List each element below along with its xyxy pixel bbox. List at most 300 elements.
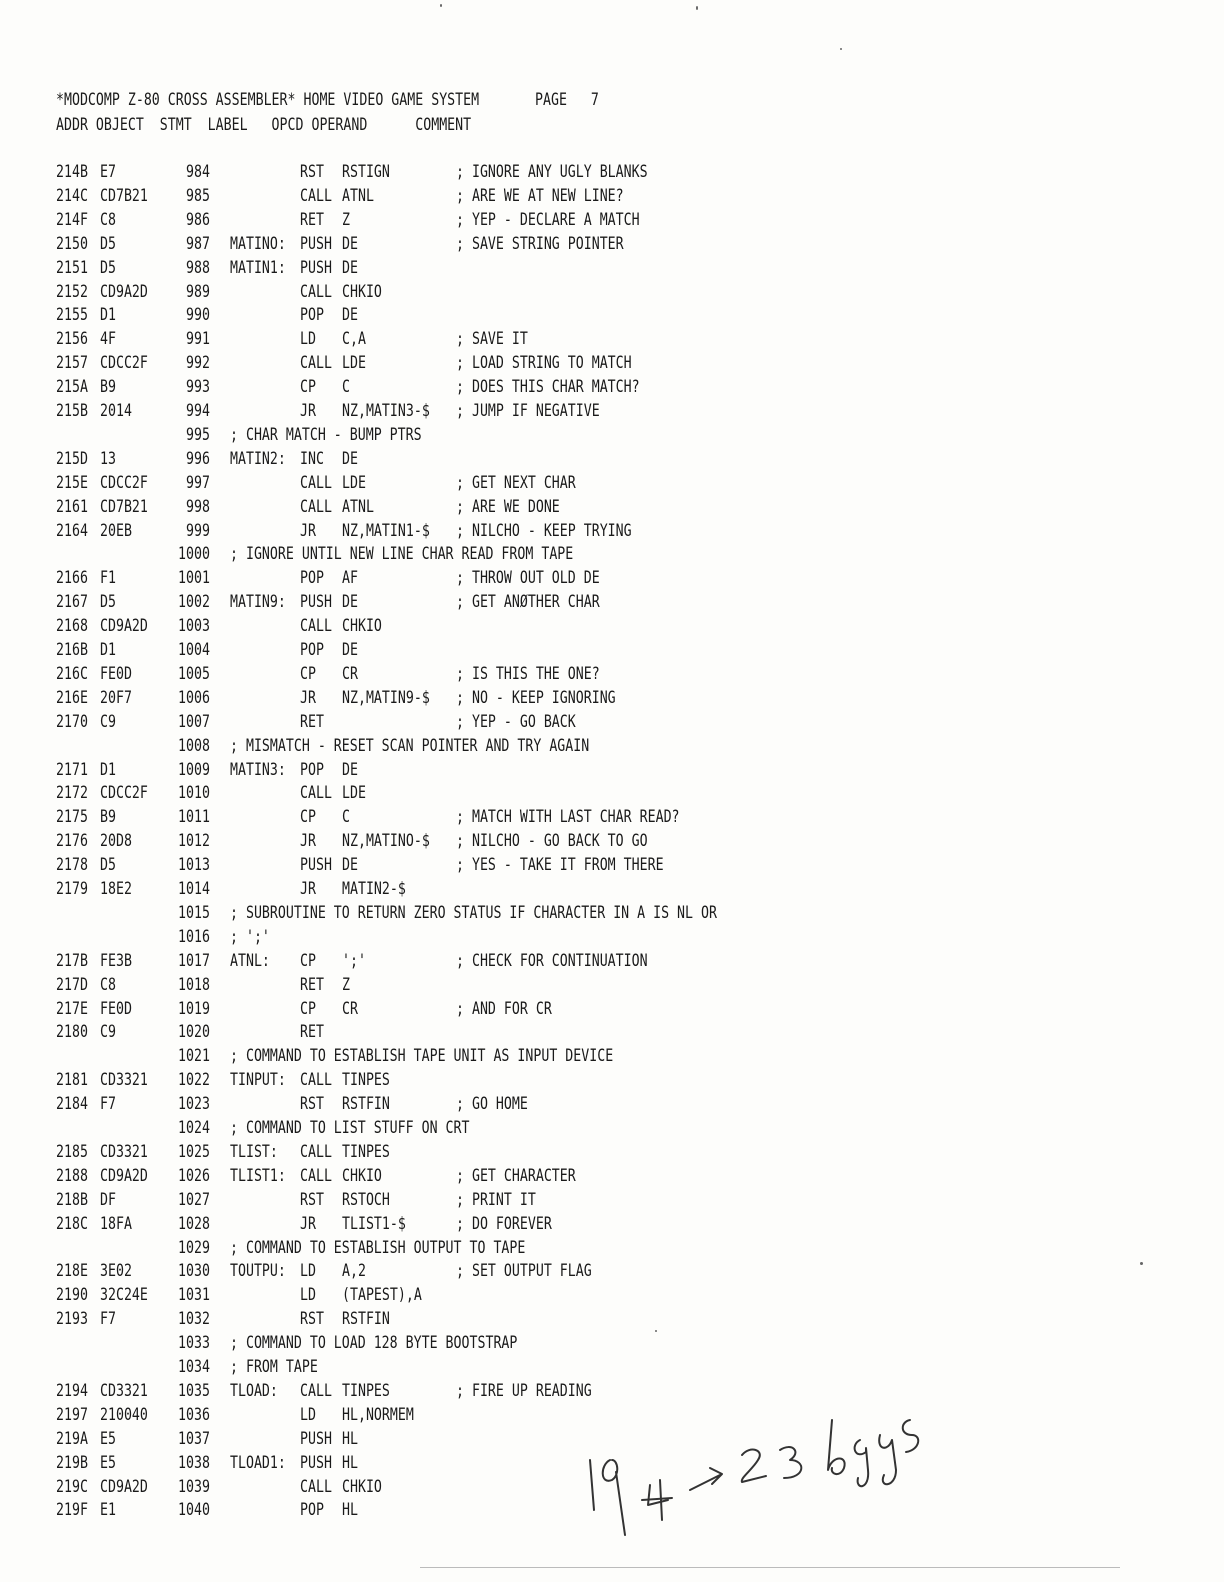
address: 216E [56, 687, 88, 708]
listing-title: *MODCOMP Z-80 CROSS ASSEMBLER* HOME VIDEO GAME SYSTEM PAGE 7 [56, 90, 599, 110]
address: 217B [56, 950, 88, 971]
code-line [0, 497, 1224, 521]
comment-text: ; AND FOR CR [456, 998, 552, 1019]
operand: RSTFIN [342, 1094, 390, 1115]
statement-number: 1014 [178, 879, 210, 899]
statement-number: 1015 [178, 902, 210, 923]
comment-text: ; FIRE UP READING [456, 1380, 592, 1401]
code-line [0, 855, 1224, 879]
operand: CHKIO [342, 1165, 382, 1186]
comment-text: ; GO HOME [456, 1094, 528, 1115]
object-code: D1 [100, 305, 116, 326]
operand: DE [342, 592, 358, 613]
object-code: C8 [100, 209, 116, 230]
address: 215D [56, 448, 88, 469]
address: 2166 [56, 568, 88, 589]
opcode: CALL [300, 616, 332, 637]
opcode: JR [300, 831, 316, 852]
statement-number: 1004 [178, 640, 210, 660]
opcode: RET [300, 209, 324, 230]
opcode: LD [300, 329, 316, 350]
statement-number: 1002 [178, 592, 210, 613]
paper-speck [696, 6, 698, 10]
code-line [0, 353, 1224, 377]
operand: DE [342, 855, 358, 876]
comment-text: ; NILCHO - GO BACK TO GO [456, 831, 648, 852]
statement-number: 984 [186, 162, 210, 182]
operand: DE [342, 448, 358, 469]
object-code: 20F7 [100, 687, 132, 708]
operand: DE [342, 233, 358, 254]
address: 2194 [56, 1380, 88, 1401]
label: TINPUT: [230, 1070, 286, 1091]
operand: CHKIO [342, 281, 382, 302]
statement-number: 1018 [178, 974, 210, 995]
opcode: POP [300, 568, 324, 589]
operand: TINPES [342, 1380, 390, 1401]
object-code: E5 [100, 1452, 116, 1473]
opcode: POP [300, 305, 324, 326]
comment-text: ; MISMATCH - RESET SCAN POINTER AND TRY AGAIN [230, 735, 590, 756]
opcode: PUSH [300, 855, 332, 876]
object-code: E5 [100, 1428, 116, 1449]
statement-number: 1007 [178, 711, 210, 732]
address: 2185 [56, 1141, 88, 1162]
statement-number: 1020 [178, 1022, 210, 1043]
label: MATIN1: [230, 257, 286, 278]
address: 215A [56, 377, 88, 398]
code-line [0, 1022, 1224, 1046]
address: 219C [56, 1476, 88, 1497]
object-code: F1 [100, 568, 116, 589]
comment-text: ; ';' [230, 926, 270, 947]
statement-number: 1017 [178, 950, 210, 971]
opcode: LD [300, 1261, 316, 1282]
svg-text:19 + 4 → 23 bytes: 19 + 4 → 23 bytes [570, 1360, 581, 1361]
code-line [0, 377, 1224, 401]
statement-number: 996 [186, 448, 210, 469]
comment-line [0, 903, 1224, 927]
code-line [0, 760, 1224, 784]
object-code: 18FA [100, 1213, 132, 1234]
statement-number: 1006 [178, 687, 210, 708]
code-line [0, 783, 1224, 807]
comment-text: ; MATCH WITH LAST CHAR READ? [456, 807, 680, 828]
comment-text: ; SUBROUTINE TO RETURN ZERO STATUS IF CHARACTER IN A IS NL OR [230, 902, 717, 923]
operand: RSTOCH [342, 1189, 390, 1210]
comment-line [0, 1333, 1224, 1357]
operand: DE [342, 257, 358, 278]
object-code: D5 [100, 855, 116, 876]
code-line [0, 831, 1224, 855]
opcode: CP [300, 663, 316, 684]
statement-number: 1008 [178, 735, 210, 756]
statement-number: 1023 [178, 1094, 210, 1115]
opcode: JR [300, 401, 316, 421]
operand: CR [342, 663, 358, 684]
statement-number: 992 [186, 353, 210, 374]
address: 2197 [56, 1404, 88, 1425]
object-code: DF [100, 1189, 116, 1210]
opcode: CALL [300, 1476, 332, 1497]
statement-number: 1033 [178, 1333, 210, 1354]
object-code: 4F [100, 329, 116, 350]
comment-text: ; LOAD STRING TO MATCH [456, 353, 632, 374]
address: 219F [56, 1500, 88, 1521]
statement-number: 1028 [178, 1213, 210, 1234]
code-line [0, 234, 1224, 258]
comment-text: ; SAVE IT [456, 329, 528, 350]
statement-number: 994 [186, 401, 210, 421]
opcode: CALL [300, 281, 332, 302]
object-code: CD9A2D [100, 1165, 148, 1186]
object-code: CD3321 [100, 1380, 148, 1401]
opcode: POP [300, 1500, 324, 1521]
address: 2157 [56, 353, 88, 374]
statement-number: 989 [186, 281, 210, 302]
address: 219B [56, 1452, 88, 1473]
statement-number: 1034 [178, 1357, 210, 1377]
comment-text: ; FROM TAPE [230, 1357, 318, 1377]
code-line [0, 568, 1224, 592]
object-code: CD9A2D [100, 1476, 148, 1497]
operand: ATNL [342, 496, 374, 517]
code-line [0, 975, 1224, 999]
operand: NZ,MATIN1-$ [342, 520, 430, 541]
code-line [0, 688, 1224, 712]
handwritten-note [570, 1360, 950, 1540]
address: 2176 [56, 831, 88, 852]
code-line [0, 1166, 1224, 1190]
comment-text: ; DOES THIS CHAR MATCH? [456, 377, 640, 398]
code-line [0, 1285, 1224, 1309]
comment-text: ; CHAR MATCH - BUMP PTRS [230, 424, 422, 445]
object-code: 2014 [100, 401, 132, 421]
object-code: CD9A2D [100, 281, 148, 302]
operand: LDE [342, 472, 366, 493]
label: MATIN3: [230, 759, 286, 780]
statement-number: 1000 [178, 544, 210, 565]
object-code: 20EB [100, 520, 132, 541]
comment-text: ; COMMAND TO LOAD 128 BYTE BOOTSTRAP [230, 1333, 518, 1354]
comment-text: ; COMMAND TO ESTABLISH TAPE UNIT AS INPUT DEVICE [230, 1046, 614, 1067]
operand: MATIN2-$ [342, 879, 406, 899]
comment-text: ; SAVE STRING POINTER [456, 233, 624, 254]
code-line [0, 1309, 1224, 1333]
object-code: FE0D [100, 998, 132, 1019]
code-line [0, 951, 1224, 975]
opcode: CALL [300, 353, 332, 374]
statement-number: 1012 [178, 831, 210, 852]
opcode: JR [300, 687, 316, 708]
operand: ';' [342, 950, 366, 971]
operand: ATNL [342, 185, 374, 206]
code-line [0, 449, 1224, 473]
code-line [0, 162, 1224, 186]
operand: Z [342, 974, 350, 995]
object-code: CD9A2D [100, 616, 148, 637]
address: 216B [56, 640, 88, 660]
object-code: 3E02 [100, 1261, 132, 1282]
statement-number: 1037 [178, 1428, 210, 1449]
statement-number: 1039 [178, 1476, 210, 1497]
code-line [0, 1070, 1224, 1094]
object-code: CDCC2F [100, 353, 148, 374]
statement-number: 985 [186, 185, 210, 206]
statement-number: 987 [186, 233, 210, 254]
object-code: FE0D [100, 663, 132, 684]
opcode: CALL [300, 472, 332, 493]
opcode: RET [300, 974, 324, 995]
statement-number: 1038 [178, 1452, 210, 1473]
statement-number: 1035 [178, 1380, 210, 1401]
address: 214B [56, 162, 88, 182]
comment-line [0, 1118, 1224, 1142]
address: 2171 [56, 759, 88, 780]
page-edge-rule [420, 1567, 1120, 1568]
statement-number: 1032 [178, 1309, 210, 1330]
address: 2161 [56, 496, 88, 517]
statement-number: 1005 [178, 663, 210, 684]
comment-text: ; COMMAND TO ESTABLISH OUTPUT TO TAPE [230, 1237, 526, 1258]
opcode: PUSH [300, 1452, 332, 1473]
operand: CHKIO [342, 1476, 382, 1497]
comment-text: ; JUMP IF NEGATIVE [456, 401, 600, 421]
operand: TINPES [342, 1070, 390, 1091]
code-line [0, 186, 1224, 210]
opcode: POP [300, 759, 324, 780]
label: ATNL: [230, 950, 270, 971]
object-code: 20D8 [100, 831, 132, 852]
statement-number: 1011 [178, 807, 210, 828]
operand: RSTFIN [342, 1309, 390, 1330]
object-code: F7 [100, 1094, 116, 1115]
label: TLOAD1: [230, 1452, 286, 1473]
object-code: D5 [100, 257, 116, 278]
statement-number: 1013 [178, 855, 210, 876]
address: 2188 [56, 1165, 88, 1186]
code-line [0, 401, 1224, 425]
label: MATINO: [230, 233, 286, 254]
address: 218E [56, 1261, 88, 1282]
statement-number: 1009 [178, 759, 210, 780]
opcode: RST [300, 1309, 324, 1330]
opcode: RET [300, 711, 324, 732]
statement-number: 1003 [178, 616, 210, 637]
opcode: RST [300, 1189, 324, 1210]
statement-number: 990 [186, 305, 210, 326]
opcode: JR [300, 879, 316, 899]
operand: TINPES [342, 1141, 390, 1162]
label: MATIN9: [230, 592, 286, 613]
code-line [0, 282, 1224, 306]
comment-line [0, 544, 1224, 568]
operand: NZ,MATIN3-$ [342, 401, 430, 421]
object-code: 210040 [100, 1404, 148, 1425]
code-line [0, 258, 1224, 282]
opcode: JR [300, 520, 316, 541]
operand: NZ,MATIN9-$ [342, 687, 430, 708]
opcode: CP [300, 377, 316, 398]
operand: Z [342, 209, 350, 230]
object-code: E7 [100, 162, 116, 182]
statement-number: 1026 [178, 1165, 210, 1186]
opcode: JR [300, 1213, 316, 1234]
handwritten-note-text [570, 1360, 581, 1361]
statement-number: 1010 [178, 783, 210, 804]
statement-number: 1027 [178, 1189, 210, 1210]
code-line [0, 1261, 1224, 1285]
comment-text: ; THROW OUT OLD DE [456, 568, 600, 589]
object-code: D1 [100, 759, 116, 780]
address: 217E [56, 998, 88, 1019]
comment-line [0, 927, 1224, 951]
label: TLOAD: [230, 1380, 278, 1401]
statement-number: 1022 [178, 1070, 210, 1091]
code-line [0, 473, 1224, 497]
code-line [0, 1214, 1224, 1238]
address: 2175 [56, 807, 88, 828]
comment-text: ; GET ANØTHER CHAR [456, 592, 600, 613]
comment-text: ; CHECK FOR CONTINUATION [456, 950, 648, 971]
opcode: RET [300, 1022, 324, 1043]
comment-text: ; YEP - GO BACK [456, 711, 576, 732]
label: TLIST1: [230, 1165, 286, 1186]
statement-number: 1019 [178, 998, 210, 1019]
address: 215E [56, 472, 88, 493]
code-line [0, 329, 1224, 353]
comment-text: ; GET CHARACTER [456, 1165, 576, 1186]
object-code: 32C24E [100, 1285, 148, 1306]
opcode: CALL [300, 496, 332, 517]
code-line [0, 210, 1224, 234]
address: 2164 [56, 520, 88, 541]
comment-line [0, 1046, 1224, 1070]
statement-number: 1016 [178, 926, 210, 947]
comment-text: ; NO - KEEP IGNORING [456, 687, 616, 708]
comment-text: ; IGNORE ANY UGLY BLANKS [456, 162, 648, 182]
paper-speck [840, 48, 842, 50]
opcode: LD [300, 1404, 316, 1425]
operand: C,A [342, 329, 366, 350]
comment-text: ; ARE WE AT NEW LINE? [456, 185, 624, 206]
statement-number: 1030 [178, 1261, 210, 1282]
code-line [0, 664, 1224, 688]
opcode: CALL [300, 1070, 332, 1091]
code-line [0, 807, 1224, 831]
operand: LDE [342, 353, 366, 374]
label: MATIN2: [230, 448, 286, 469]
statement-number: 1024 [178, 1118, 210, 1138]
statement-number: 1001 [178, 568, 210, 589]
operand: TLIST1-$ [342, 1213, 406, 1234]
statement-number: 1040 [178, 1500, 210, 1521]
address: 2167 [56, 592, 88, 613]
opcode: CALL [300, 783, 332, 804]
operand: HL [342, 1452, 358, 1473]
statement-number: 999 [186, 520, 210, 541]
object-code: CDCC2F [100, 783, 148, 804]
statement-number: 986 [186, 209, 210, 230]
address: 2180 [56, 1022, 88, 1043]
comment-line [0, 736, 1224, 760]
address: 218B [56, 1189, 88, 1210]
object-code: D1 [100, 640, 116, 660]
address: 2184 [56, 1094, 88, 1115]
opcode: INC [300, 448, 324, 469]
statement-number: 993 [186, 377, 210, 398]
statement-number: 995 [186, 424, 210, 445]
opcode: PUSH [300, 257, 332, 278]
address: 215B [56, 401, 88, 421]
paper-speck [655, 1330, 657, 1332]
comment-text: ; SET OUTPUT FLAG [456, 1261, 592, 1282]
opcode: PUSH [300, 1428, 332, 1449]
address: 216C [56, 663, 88, 684]
operand: HL,NORMEM [342, 1404, 414, 1425]
opcode: RST [300, 162, 324, 182]
comment-line [0, 425, 1224, 449]
code-line [0, 712, 1224, 736]
operand: (TAPEST),A [342, 1285, 422, 1306]
object-code: F7 [100, 1309, 116, 1330]
object-code: B9 [100, 377, 116, 398]
operand: C [342, 807, 350, 828]
statement-number: 1025 [178, 1141, 210, 1162]
comment-text: ; IS THIS THE ONE? [456, 663, 600, 684]
address: 2155 [56, 305, 88, 326]
address: 2151 [56, 257, 88, 278]
address: 2152 [56, 281, 88, 302]
code-line [0, 640, 1224, 664]
operand: LDE [342, 783, 366, 804]
address: 218C [56, 1213, 88, 1234]
opcode: RST [300, 1094, 324, 1115]
statement-number: 1036 [178, 1404, 210, 1425]
opcode: POP [300, 640, 324, 660]
address: 214C [56, 185, 88, 206]
code-line [0, 999, 1224, 1023]
opcode: CP [300, 807, 316, 828]
object-code: C9 [100, 711, 116, 732]
object-code: CD7B21 [100, 496, 148, 517]
object-code: C9 [100, 1022, 116, 1043]
comment-text: ; GET NEXT CHAR [456, 472, 576, 493]
address: 217D [56, 974, 88, 995]
object-code: 18E2 [100, 879, 132, 899]
comment-text: ; COMMAND TO LIST STUFF ON CRT [230, 1118, 470, 1138]
operand: DE [342, 640, 358, 660]
opcode: CALL [300, 1380, 332, 1401]
address: 2193 [56, 1309, 88, 1330]
comment-line [0, 1238, 1224, 1262]
address: 2190 [56, 1285, 88, 1306]
address: 2181 [56, 1070, 88, 1091]
opcode: CALL [300, 1141, 332, 1162]
statement-number: 988 [186, 257, 210, 278]
object-code: E1 [100, 1500, 116, 1521]
opcode: PUSH [300, 592, 332, 613]
comment-text: ; IGNORE UNTIL NEW LINE CHAR READ FROM TAPE [230, 544, 574, 565]
object-code: FE3B [100, 950, 132, 971]
comment-text: ; YES - TAKE IT FROM THERE [456, 855, 664, 876]
code-line [0, 305, 1224, 329]
opcode: PUSH [300, 233, 332, 254]
code-line [0, 1094, 1224, 1118]
statement-number: 997 [186, 472, 210, 493]
comment-text: ; ARE WE DONE [456, 496, 560, 517]
operand: HL [342, 1500, 358, 1521]
